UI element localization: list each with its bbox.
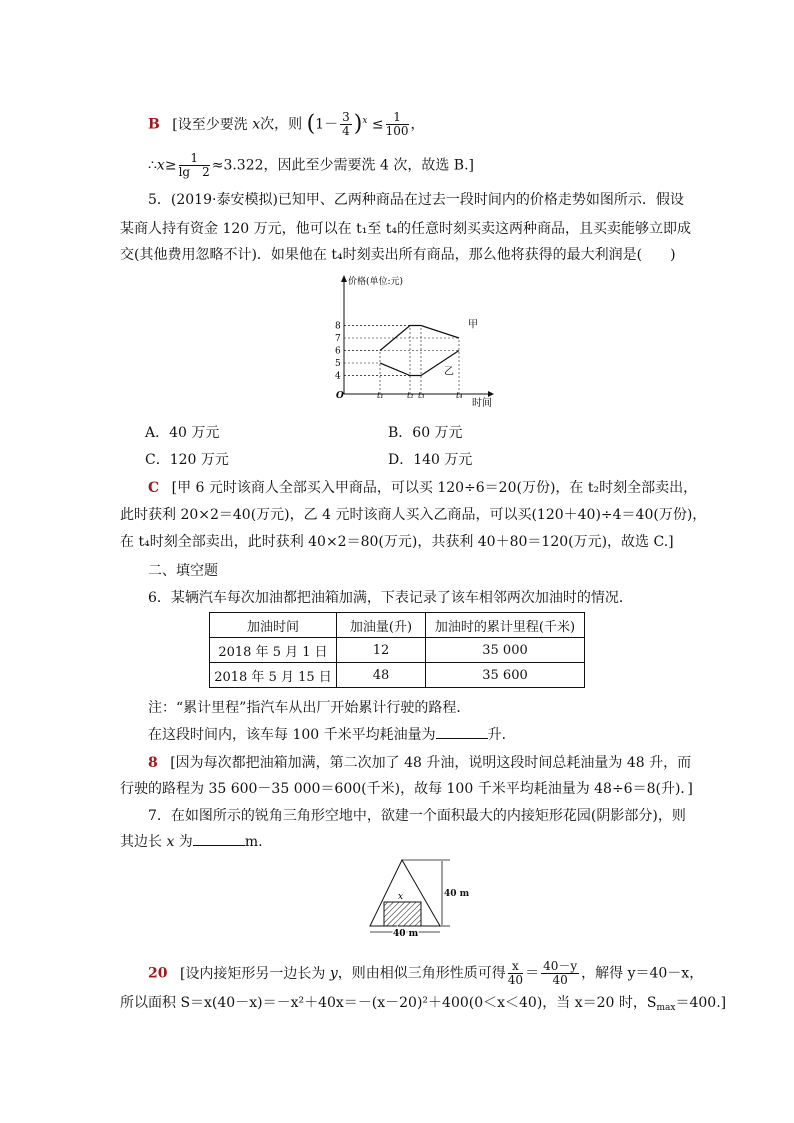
- y-tick-label: 8: [335, 321, 341, 332]
- series-line-甲: [380, 326, 459, 351]
- q4-lg-fraction: $\frac{1}{\lg 2}$: [178, 151, 210, 179]
- rect-width-label: x: [398, 892, 404, 902]
- q5-explanation-2: 此时获利 20×2＝40(万元)，乙 4 元时该商人买入乙商品，可以买(120＋40)÷4＝40(万份)，: [120, 507, 707, 523]
- x-tick-label: t₃: [418, 391, 425, 400]
- q4-line2-rest: ≈3.322，因此至少需要洗 4 次，故选 B.]: [211, 157, 474, 174]
- y-tick-label: 5: [335, 359, 341, 369]
- q5-option-c: C．120 万元: [145, 452, 229, 468]
- q4-fraction: $\frac{3}{4}$: [342, 110, 350, 138]
- q5-explanation-3: 在 t₄时刻全部卖出，此时获利 40×2＝80(万元)，共获利 40＋80＝120(万元)，故选 C.]: [120, 534, 674, 550]
- q6-explanation-1: [148, 754, 691, 772]
- q7-exp-text: ＝400.]: [675, 995, 727, 1011]
- q6-question: [148, 726, 516, 744]
- q7-answer-blank: [193, 833, 245, 846]
- q6-exp-text: [因为每次都把油箱加满，第二次加了 48 升油，说明这段时间总耗油量为 48 升，而: [170, 755, 692, 771]
- fuel-table: [209, 612, 585, 688]
- table-header: 加油量(升): [337, 613, 426, 638]
- q4-exponent: x: [362, 115, 368, 126]
- q5-exp-text: [甲 6 元时该商人全部买入甲商品，可以买 120÷6＝20(万份)，在 t₂时刻全部卖出，: [171, 480, 698, 496]
- q4-rhs-fraction: $\frac{1}{100}$: [385, 110, 409, 138]
- base-label: 40 m: [393, 929, 419, 938]
- height-label: 40 m: [444, 889, 470, 899]
- x-tick-label: t₂: [407, 391, 414, 400]
- q6-note: 注：“累计里程”指汽车从出厂开始累计行驶的路程．: [148, 700, 471, 716]
- q4-minus: －: [324, 116, 339, 133]
- origin-label: O: [336, 391, 344, 401]
- q7-fraction-2: $\frac{40-y}{40}$: [543, 959, 578, 987]
- q4-comma: ，: [410, 116, 425, 133]
- q6-explanation-2: 行驶的路程为 35 600－35 000＝600(千米)，故每 100 千米平均耗油量为 48÷6＝8(升)．]: [120, 781, 693, 797]
- q7-answer-value: 20: [148, 965, 168, 982]
- q7-exp-text: 所以面积 S＝x(40－x)＝－x²＋40x＝－(x－20)²＋400(0＜x＜40)，当 x＝20 时，S: [120, 995, 657, 1011]
- q7-var-y: y: [329, 965, 338, 982]
- q5-explanation-1: [148, 479, 697, 497]
- inscribed-rectangle: [384, 902, 421, 926]
- q7-unit: m.: [244, 834, 263, 850]
- q6-question-text: 在这段时间内，该车每 100 千米平均耗油量为: [148, 727, 436, 743]
- q4-one: 1: [315, 116, 325, 133]
- q7-eq: ＝: [525, 965, 540, 982]
- q4-answer-line-2: [148, 152, 474, 179]
- q6-answer-value: 8: [148, 755, 158, 771]
- q5-option-b: B．60 万元: [388, 425, 463, 441]
- q5-answer-letter: C: [148, 480, 160, 496]
- y-tick-label: 7: [335, 334, 341, 344]
- y-axis-label: 价格(单位:元): [348, 277, 404, 287]
- x-tick-label: t₄: [456, 391, 463, 400]
- x-axis-label: 时间: [472, 398, 492, 409]
- q4-therefore: ∴: [148, 157, 157, 174]
- q5-line-2: 某商人持有资金 120 万元，他可以在 t₁至 t₄的任意时刻买卖这两种商品，且买卖能够立即成: [120, 221, 691, 237]
- q7-text: 为: [174, 834, 193, 850]
- y-tick-label: 6: [335, 346, 341, 357]
- table-header-row: [210, 613, 585, 638]
- q5-option-a: A．40 万元: [145, 425, 220, 441]
- table-header: 加油时间: [210, 613, 337, 638]
- section-heading: 二、填空题: [148, 563, 218, 579]
- q7-var-x: x: [166, 834, 175, 850]
- series-label: 甲: [468, 319, 478, 331]
- q5-line-3: 交(其他费用忽略不计)．如果他在 t₄时刻卖出所有商品，那么他将获得的最大利润是( ): [120, 247, 676, 263]
- q7-sub-max: max: [656, 1003, 676, 1013]
- q6-answer-blank: [436, 726, 488, 739]
- q4-answer-letter: B: [148, 116, 160, 133]
- q4-ge: ≥: [164, 157, 177, 174]
- q4-text: 次，则: [260, 116, 303, 133]
- table-cell: 12: [337, 638, 426, 663]
- q4-var-x: x: [252, 116, 261, 133]
- q4-text: [设至少要洗: [172, 116, 248, 133]
- y-axis-arrow: [341, 275, 347, 282]
- q7-explanation-1: [148, 960, 703, 987]
- q7-line-1: 7．在如图所示的锐角三角形空地中，欲建一个面积最大的内接矩形花园(阴影部分)，则: [148, 808, 686, 824]
- table-cell: 48: [337, 663, 426, 688]
- q7-exp-text: ，则由相似三角形性质可得: [337, 965, 506, 982]
- table-cell: 35 600: [426, 663, 585, 688]
- q7-explanation-2: [120, 994, 726, 1017]
- series-label: 乙: [444, 366, 454, 378]
- q7-fraction-1: $\frac{x}{40}$: [507, 959, 524, 987]
- q7-text: 其边长: [120, 834, 167, 850]
- table-cell: 2018 年 5 月 15 日: [210, 663, 337, 688]
- price-chart: [330, 270, 510, 410]
- q4-answer-line-1: B [设至少要洗 x次，则 (1－ $\frac{3}{4}$ )$^x$ ≤ $\frac{1}{100}$ ，: [148, 110, 425, 138]
- q6-line-1: 6．某辆汽车每次加油都把油箱加满，下表记录了该车相邻两次加油时的情况．: [148, 590, 633, 606]
- table-cell: 35 000: [426, 638, 585, 663]
- q5-line-1: 5．(2019·泰安模拟)已知甲、乙两种商品在过去一段时间内的价格走势如图所示．假设: [148, 192, 684, 208]
- q4-var-x-2: x: [156, 157, 165, 174]
- table-row: [210, 663, 585, 688]
- q4-le: ≤: [371, 116, 384, 133]
- table-row: [210, 638, 585, 663]
- x-tick-label: t₁: [377, 391, 384, 400]
- y-tick-label: 4: [335, 371, 341, 382]
- q7-exp-text: [设内接矩形另一边长为: [179, 965, 330, 982]
- q5-option-d: D．140 万元: [388, 452, 473, 468]
- table-cell: 2018 年 5 月 1 日: [210, 638, 337, 663]
- q7-exp-text: ，解得 y＝40－x，: [581, 965, 704, 982]
- q7-line-2: [120, 833, 263, 851]
- table-header: 加油时的累计里程(千米): [426, 613, 585, 638]
- q6-unit: 升．: [487, 727, 516, 743]
- triangle-figure: [360, 856, 470, 938]
- x-axis-arrow: [488, 391, 494, 397]
